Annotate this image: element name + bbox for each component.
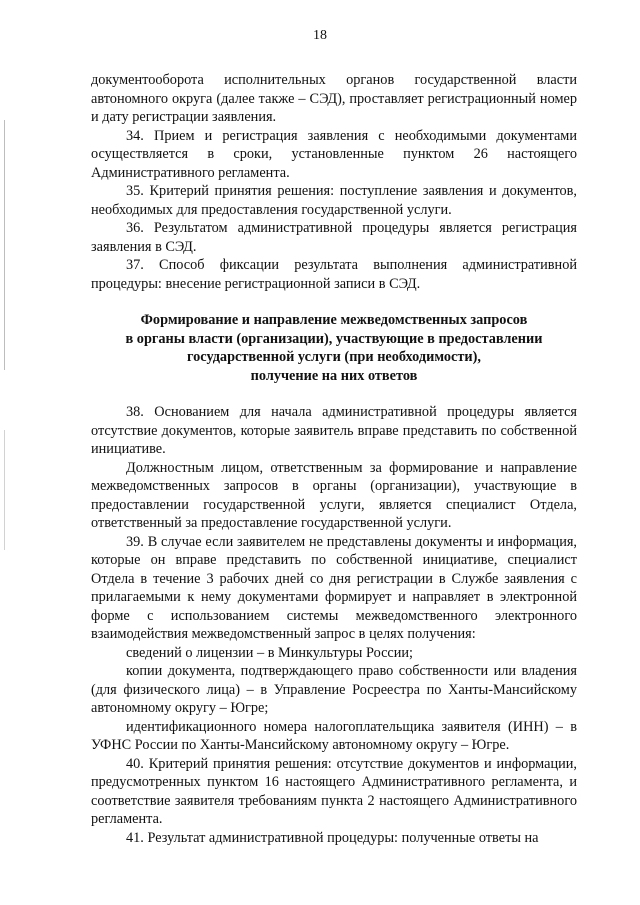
- scan-edge-mark-lower: [4, 430, 9, 550]
- section-heading-line-4: получение на них ответов: [250, 367, 418, 384]
- scan-edge-mark: [4, 120, 9, 370]
- paragraph-35: 35. Критерий принятия решения: поступление заявления и документов, необходимых для предоставления государственной услуги.: [91, 183, 577, 218]
- section-heading-line-1: Формирование и направление межведомственных запросов: [140, 312, 528, 328]
- list-item-license: сведений о лицензии – в Минкультуры России;: [126, 644, 414, 661]
- paragraph-38-responsible: Должностным лицом, ответственным за формирование и направление межведомственных запросов в органы (организации), участвующие в предоставлении государственной услуги, является специалист Отдела, ответственный за предоставление государственной услуги.: [91, 459, 577, 531]
- page-number: 18: [313, 28, 327, 43]
- paragraph-34: 34. Прием и регистрация заявления с необходимыми документами осуществляется в сроки, установленные пунктом 26 настоящего Административного регламента.: [91, 127, 577, 181]
- document-body: [91, 71, 577, 847]
- list-item-ownership: копии документа, подтверждающего право собственности или владения (для физического лица) – в Управление Росреестра по Ханты-Мансийскому автономному округу – Югре;: [91, 663, 577, 716]
- section-heading: [91, 311, 577, 385]
- paragraph-39: 39. В случае если заявителем не представлены документы и информация, которые он вправе представить по собственной инициативе, специалист Отдела в течение 3 рабочих дней со дня регистрации в Службе заявления с прилагаемыми к нему документами формирует и направляет в электронной форме с использованием системы межведомственного электронного взаимодействия межведомственный запрос в целях получения:: [91, 533, 577, 642]
- paragraph-41: 41. Результат административной процедуры: полученные ответы на: [126, 829, 539, 846]
- paragraph-continuation: документооборота исполнительных органов государственной власти автономного округа (далее также – СЭД), проставляет регистрационный номер и дату регистрации заявления.: [91, 72, 577, 125]
- section-heading-line-3: государственной услуги (при необходимости),: [187, 349, 481, 365]
- list-item-inn: идентификационного номера налогоплательщика заявителя (ИНН) – в УФНС России по Ханты-Мансийскому автономному округу – Югре.: [91, 718, 577, 753]
- paragraph-36: 36. Результатом административной процедуры является регистрация заявления в СЭД.: [91, 220, 577, 255]
- paragraph-37: 37. Способ фиксации результата выполнения административной процедуры: внесение регистрационной записи в СЭД.: [91, 257, 577, 292]
- section-heading-line-2: в органы власти (организации), участвующие в предоставлении: [125, 330, 543, 347]
- paragraph-38: 38. Основанием для начала административной процедуры является отсутствие документов, которые заявитель вправе представить по собственной инициативе.: [91, 404, 577, 457]
- paragraph-40: 40. Критерий принятия решения: отсутствие документов и информации, предусмотренных пунктом 16 настоящего Административного регламента, и соответствие заявителя требованиям пункта 2 настоящего Административного регламента.: [91, 755, 577, 827]
